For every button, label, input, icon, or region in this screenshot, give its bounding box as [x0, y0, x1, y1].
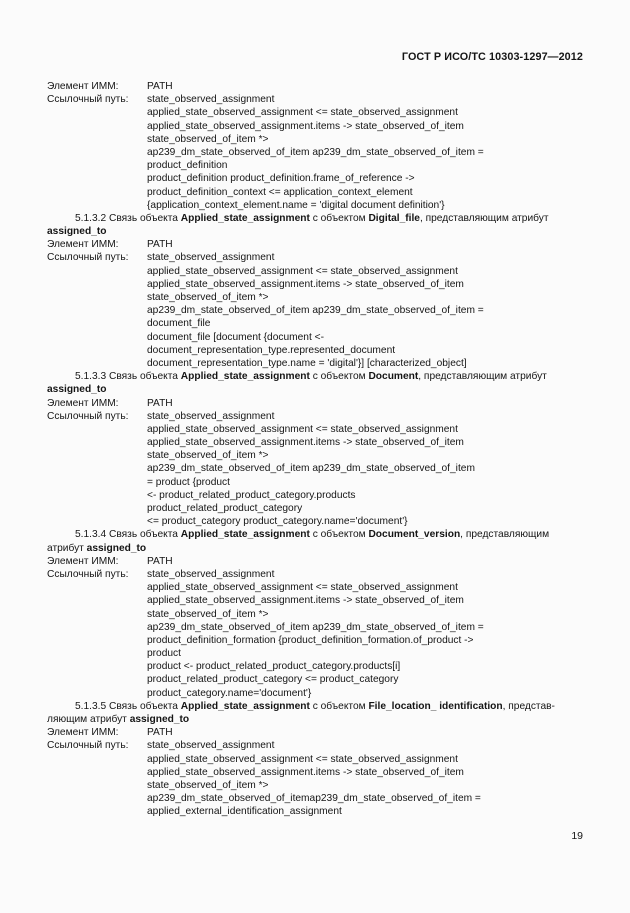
path-line: product	[147, 648, 181, 660]
path-line: product_definition_formation {product_definition_formation.of_product ->	[147, 634, 474, 646]
path-line: applied_state_observed_assignment.items -> state_observed_of_item	[147, 437, 464, 449]
source-entity: Applied_state_assignment	[180, 212, 310, 224]
path-line: product <- product_related_product_category.products[i]	[147, 661, 401, 673]
element-row	[47, 397, 587, 410]
target-entity: File_location_ identification	[368, 700, 503, 712]
path-line: product_definition_context <= application_context_element	[147, 186, 413, 198]
attribute-name: assigned_to	[129, 714, 190, 725]
element-label: Элемент ИММ:	[47, 81, 119, 92]
source-entity: Applied_state_assignment	[180, 700, 310, 712]
target-entity: Document	[368, 371, 419, 383]
document-header: ГОСТ Р ИСО/ТС 10303-1297—2012	[401, 51, 583, 63]
path-row	[47, 568, 587, 581]
path-label: Ссылочный путь:	[47, 740, 129, 752]
path-line: state_observed_assignment	[147, 410, 275, 422]
path-line: state_observed_of_item *>	[147, 133, 269, 145]
path-line: product_definition product_definition.frame_of_reference ->	[147, 173, 415, 185]
path-line: applied_state_observed_assignment.items -> state_observed_of_item	[147, 120, 464, 132]
heading-text: с объектом	[309, 212, 369, 224]
path-line: product_category.name='document'}	[147, 687, 312, 699]
path-row	[47, 410, 587, 423]
path-line: applied_state_observed_assignment <= state_observed_assignment	[147, 265, 458, 277]
path-line: document_file [document {document <-	[147, 331, 324, 343]
element-value: PATH	[147, 555, 173, 567]
heading-text: , представляющим	[460, 529, 550, 541]
path-row	[47, 739, 587, 752]
path-label: Ссылочный путь:	[47, 568, 129, 580]
path-line: <= product_category product_category.name='document'}	[147, 516, 408, 528]
path-line: ap239_dm_state_observed_of_item ap239_dm_state_observed_of_item =	[147, 146, 484, 158]
heading-text: с объектом	[309, 371, 369, 383]
path-line: product_related_product_category <= product_category	[147, 674, 399, 686]
page-number: 19	[571, 830, 583, 842]
path-line: state_observed_of_item *>	[147, 779, 269, 791]
path-line: ap239_dm_state_observed_of_item ap239_dm_state_observed_of_item	[147, 463, 475, 475]
heading-text: с объектом	[309, 529, 369, 541]
heading-text: , представляющим атрибут	[419, 212, 549, 224]
target-entity: Digital_file	[368, 212, 420, 224]
source-entity: Applied_state_assignment	[180, 371, 310, 383]
mapping-section	[47, 212, 587, 370]
path-line: applied_state_observed_assignment.items -> state_observed_of_item	[147, 278, 464, 290]
path-line: state_observed_assignment	[147, 252, 275, 264]
element-row	[47, 726, 587, 739]
section-heading-continued	[47, 383, 587, 396]
path-line: {application_context_element.name = 'digital document definition'}	[147, 199, 445, 211]
mapping-section	[47, 370, 587, 528]
element-row	[47, 238, 587, 251]
element-row	[47, 80, 587, 93]
heading-text: Связь объекта	[106, 700, 181, 712]
path-line: applied_state_observed_assignment.items -> state_observed_of_item	[147, 766, 464, 778]
source-entity: Applied_state_assignment	[180, 529, 310, 541]
path-line: applied_state_observed_assignment <= state_observed_assignment	[147, 107, 458, 119]
heading-text: ляющим атрибут	[47, 714, 130, 725]
path-label: Ссылочный путь:	[47, 94, 129, 106]
section-number: 5.1.3.3	[75, 371, 107, 383]
path-line: applied_state_observed_assignment.items -> state_observed_of_item	[147, 595, 464, 607]
section-number: 5.1.3.5	[75, 700, 107, 712]
path-line: applied_state_observed_assignment <= state_observed_assignment	[147, 423, 458, 435]
path-row	[47, 93, 587, 106]
section-number: 5.1.3.4	[75, 529, 107, 541]
section-number: 5.1.3.2	[75, 212, 107, 224]
element-row	[47, 555, 587, 568]
attribute-name: assigned_to	[86, 542, 147, 554]
document-body	[47, 80, 587, 819]
element-value: PATH	[147, 239, 173, 251]
path-line: state_observed_assignment	[147, 568, 275, 580]
path-line: applied_state_observed_assignment <= state_observed_assignment	[147, 753, 458, 765]
path-line: product_definition	[147, 160, 228, 172]
path-line: state_observed_of_item *>	[147, 608, 269, 620]
path-line: state_observed_of_item *>	[147, 292, 269, 303]
path-line: applied_external_identification_assignment	[147, 806, 342, 818]
path-line: document_file	[147, 318, 211, 330]
path-line: state_observed_assignment	[147, 740, 275, 752]
path-label: Ссылочный путь:	[47, 252, 129, 264]
heading-text: Связь объекта	[106, 529, 181, 541]
heading-text: атрибут	[47, 542, 87, 554]
path-line: ap239_dm_state_observed_of_itemap239_dm_state_observed_of_item =	[147, 793, 481, 805]
section-heading-continued	[47, 225, 587, 238]
element-label: Элемент ИММ:	[47, 397, 119, 409]
path-row	[47, 251, 587, 264]
path-line: = product {product	[147, 476, 230, 488]
path-line: state_observed_assignment	[147, 94, 275, 106]
path-line: product_related_product_category	[147, 503, 303, 514]
target-entity: Document_version	[368, 529, 461, 541]
path-line: state_observed_of_item *>	[147, 450, 269, 462]
heading-text: , представ-	[502, 700, 555, 712]
path-label: Ссылочный путь:	[47, 410, 129, 422]
attribute-name: assigned_to	[47, 384, 107, 396]
path-line: <- product_related_product_category.products	[147, 489, 356, 501]
element-label: Элемент ИММ:	[47, 239, 119, 251]
path-line: ap239_dm_state_observed_of_item ap239_dm_state_observed_of_item =	[147, 305, 484, 317]
section-heading	[47, 528, 587, 541]
element-value: PATH	[147, 81, 173, 92]
element-label: Элемент ИММ:	[47, 727, 119, 739]
attribute-name: assigned_to	[47, 226, 107, 238]
section-heading-continued	[47, 542, 587, 555]
path-line: applied_state_observed_assignment <= state_observed_assignment	[147, 582, 458, 594]
mapping-section	[47, 700, 587, 819]
element-label: Элемент ИММ:	[47, 555, 119, 567]
path-line: document_representation_type.represented_document	[147, 344, 396, 356]
mapping-section	[47, 80, 587, 212]
heading-text: Связь объекта	[106, 371, 181, 383]
heading-text: с объектом	[309, 700, 369, 712]
section-heading	[47, 700, 587, 713]
mapping-section	[47, 528, 587, 699]
section-heading	[47, 370, 587, 383]
heading-text: , представляющим атрибут	[418, 371, 547, 383]
section-heading	[47, 212, 587, 225]
path-line: document_representation_type.name = 'digital'}] [characterized_object]	[147, 357, 467, 369]
path-line: ap239_dm_state_observed_of_item ap239_dm_state_observed_of_item =	[147, 621, 484, 633]
section-heading-continued	[47, 713, 587, 726]
element-value: PATH	[147, 397, 173, 409]
heading-text: Связь объекта	[106, 212, 181, 224]
element-value: PATH	[147, 727, 173, 739]
